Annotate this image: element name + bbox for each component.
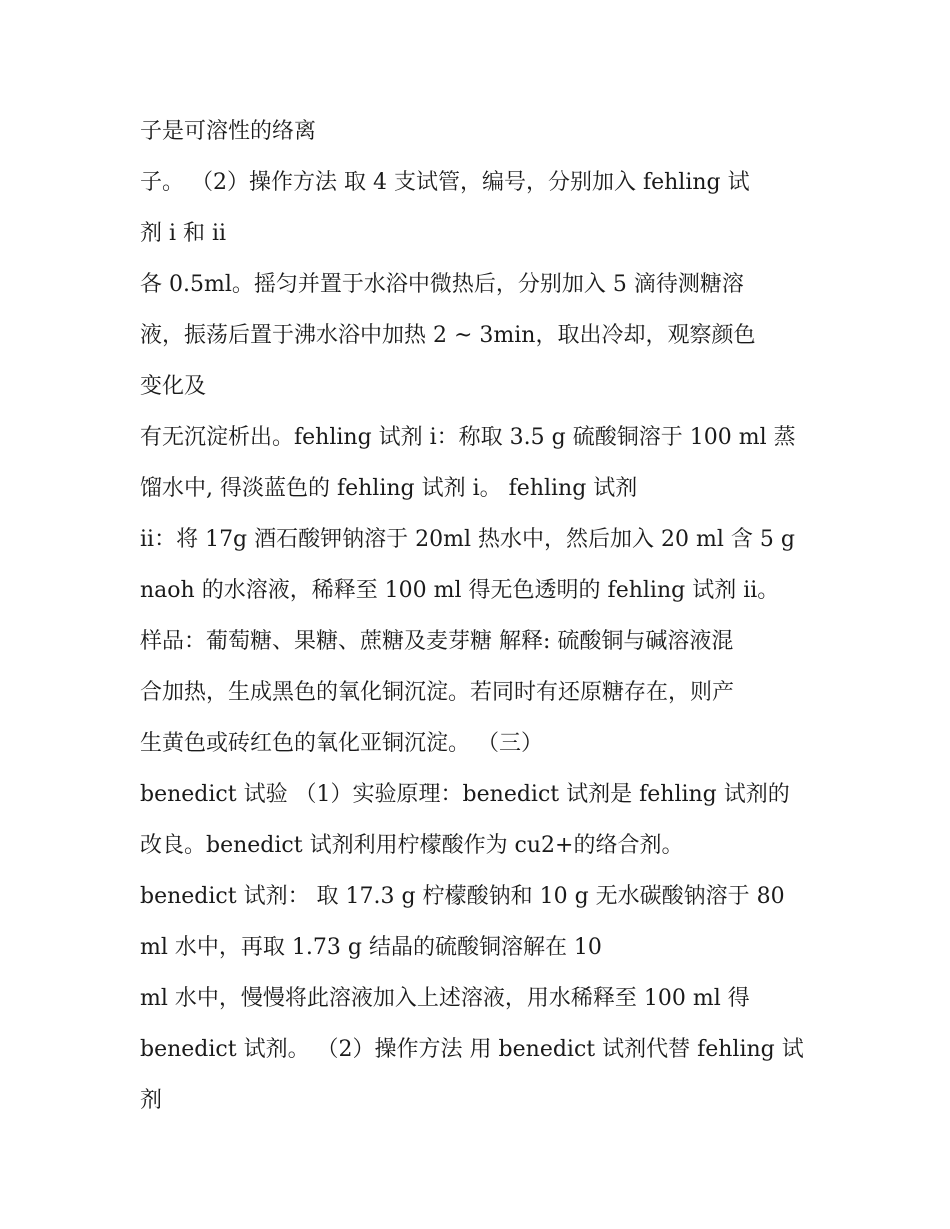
text-line: 变化及 bbox=[140, 374, 207, 399]
text-line: 馏水中, 得淡蓝色的 fehling 试剂 i。 fehling 试剂 bbox=[140, 476, 638, 501]
text-line: 子。 （2）操作方法 取 4 支试管，编号，分别加入 fehling 试 bbox=[140, 170, 750, 195]
text-line: naoh 的水溶液，稀释至 100 ml 得无色透明的 fehling 试剂 ii。 bbox=[140, 578, 780, 603]
text-line: 生黄色或砖红色的氧化亚铜沉淀。 （三） bbox=[140, 731, 543, 756]
text-line: 样品：葡萄糖、果糖、蔗糖及麦芽糖 解释: 硫酸铜与碱溶液混 bbox=[140, 629, 734, 654]
text-line: benedict 试验 （1）实验原理：benedict 试剂是 fehling 试剂的 bbox=[140, 782, 790, 807]
text-line: 剂 i 和 ii bbox=[140, 221, 227, 246]
text-line: 子是可溶性的络离 bbox=[140, 119, 317, 144]
text-line: ii：将 17g 酒石酸钾钠溶于 20ml 热水中，然后加入 20 ml 含 5 g bbox=[140, 527, 795, 552]
text-line: ml 水中，再取 1.73 g 结晶的硫酸铜溶解在 10 bbox=[140, 935, 602, 960]
text-line: 剂 bbox=[140, 1088, 163, 1113]
text-line: 合加热，生成黑色的氧化铜沉淀。若同时有还原糖存在，则产 bbox=[140, 680, 735, 705]
text-line: 液，振荡后置于沸水浴中加热 2 ~ 3min，取出冷却，观察颜色 bbox=[140, 323, 756, 348]
text-line: benedict 试剂： 取 17.3 g 柠檬酸钠和 10 g 无水碳酸钠溶于 80 bbox=[140, 884, 785, 909]
text-line: 各 0.5ml。摇匀并置于水浴中微热后，分别加入 5 滴待测糖溶 bbox=[140, 272, 744, 297]
text-line: 改良。benedict 试剂利用柠檬酸作为 cu2+的络合剂。 bbox=[140, 833, 684, 858]
body-text bbox=[140, 106, 820, 1126]
text-line: 有无沉淀析出。fehling 试剂 i：称取 3.5 g 硫酸铜溶于 100 ml 蒸 bbox=[140, 425, 796, 450]
text-line: benedict 试剂。 （2）操作方法 用 benedict 试剂代替 fehling 试 bbox=[140, 1037, 804, 1062]
text-line: ml 水中，慢慢将此溶液加入上述溶液，用水稀释至 100 ml 得 bbox=[140, 986, 750, 1011]
